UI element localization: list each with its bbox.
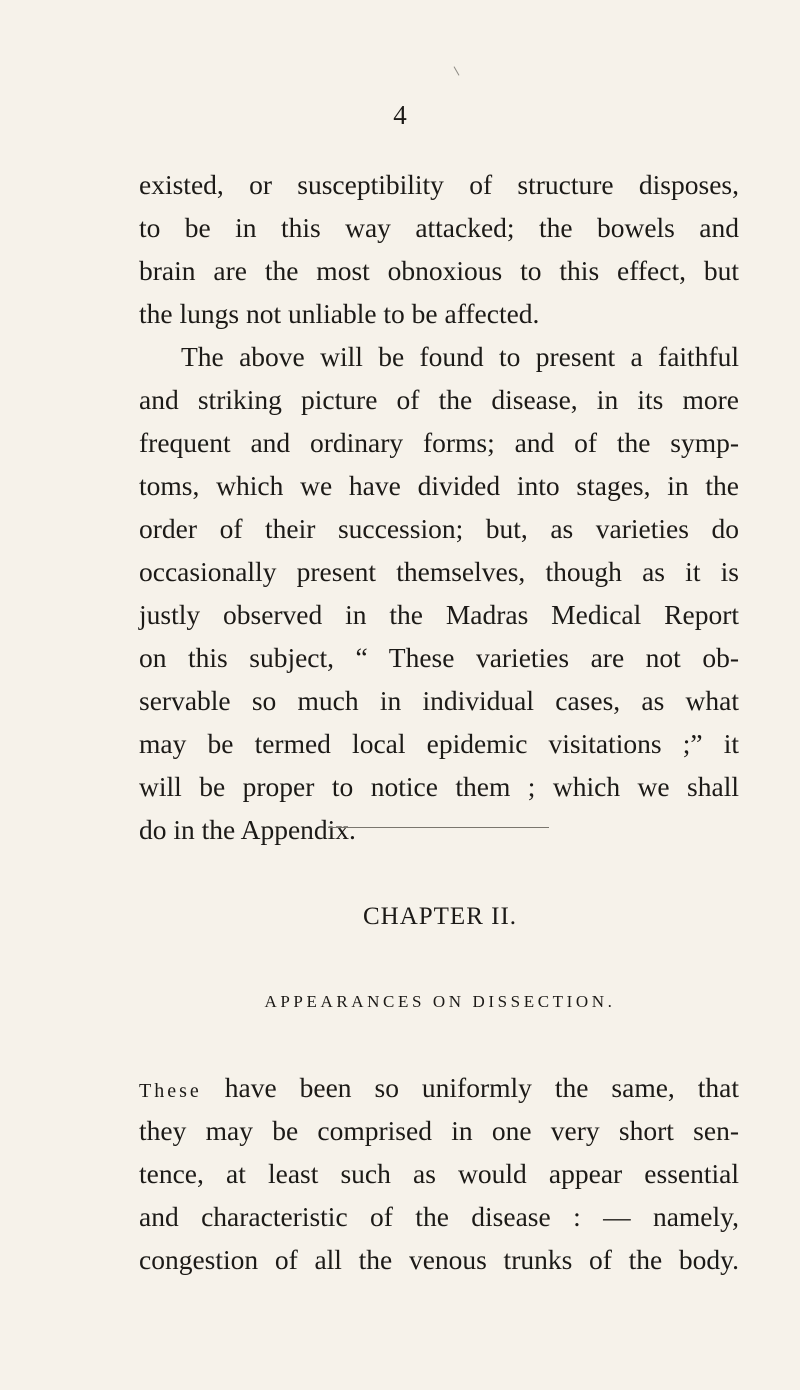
- text-line: occasionally present themselves, though as it is: [139, 556, 739, 587]
- first-line-rest: have been so uniformly the same, that: [224, 1072, 739, 1103]
- text-line: brain are the most obnoxious to this effect, but: [139, 255, 739, 286]
- section-divider: [328, 827, 549, 828]
- text-line: do in the Appendix.: [139, 814, 356, 845]
- text-line: [139, 1074, 739, 1102]
- small-caps-first-word: These: [139, 1080, 202, 1102]
- page-number: 4: [393, 100, 407, 130]
- chapter-subtitle: APPEARANCES ON DISSECTION.: [264, 992, 616, 1011]
- text-line: may be termed local epidemic visitations ;” it: [139, 728, 739, 759]
- text-line: justly observed in the Madras Medical Report: [139, 599, 739, 630]
- text-line: toms, which we have divided into stages, in the: [139, 470, 739, 501]
- text-line: congestion of all the venous trunks of the body.: [139, 1244, 739, 1275]
- text-line: and striking picture of the disease, in its more: [139, 384, 739, 415]
- text-line: on this subject, “ These varieties are not ob-: [139, 642, 739, 673]
- text-line: will be proper to notice them ; which we shall: [139, 771, 739, 802]
- text-line: to be in this way attacked; the bowels and: [139, 212, 739, 243]
- text-line: and characteristic of the disease : — namely,: [139, 1201, 739, 1232]
- text-line: servable so much in individual cases, as what: [139, 685, 739, 716]
- text-line: The above will be found to present a faithful: [181, 341, 739, 372]
- paper-speck: [454, 66, 460, 75]
- text-line: tence, at least such as would appear essential: [139, 1158, 739, 1189]
- text-line: frequent and ordinary forms; and of the symp-: [139, 427, 739, 458]
- text-line: they may be comprised in one very short sen-: [139, 1115, 739, 1146]
- text-line: order of their succession; but, as varieties do: [139, 513, 739, 544]
- text-line: existed, or susceptibility of structure disposes,: [139, 169, 739, 200]
- chapter-title: CHAPTER II.: [362, 903, 518, 930]
- text-line: the lungs not unliable to be affected.: [139, 298, 540, 329]
